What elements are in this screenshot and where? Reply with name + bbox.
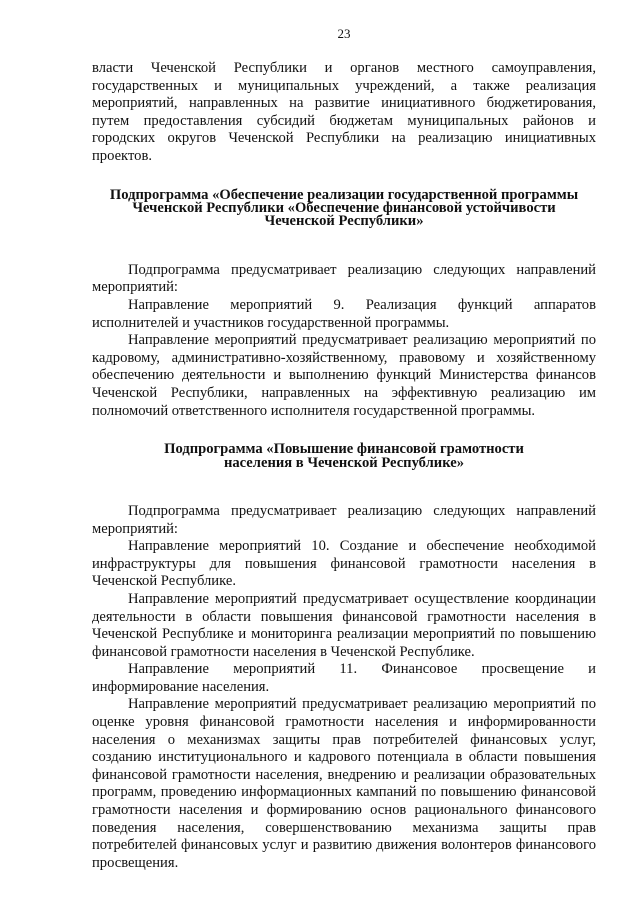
- subprogram-2-paragraph: Направление мероприятий предусматривает осуществление координации деятельности в области повышения финансовой грамотности населения в Чеченской Республике и мониторинга реализации мероприятий по повышению финансовой грамотности населения в Чеченской Республике.: [92, 590, 596, 660]
- subprogram-2-paragraph: Направление мероприятий предусматривает реализацию мероприятий по оценке уровня финансовой грамотности населения и информированности населения о механизмах защиты прав потребителей финансовых услуг, созданию институционального и кадрового потенциала в области повышения финансовой грамотности населения, внедрению и реализации образовательных программ, проведению информационных кампаний по повышению финансовой грамотности населения и формированию основ рационального финансового поведения населения, совершенствованию механизма защиты прав потребителей финансовых услуг и развитию движения волонтеров финансового просвещения.: [92, 696, 596, 871]
- subprogram-1-heading-line: Чеченской Республики»: [264, 213, 424, 230]
- subprogram-2-heading-line: Подпрограмма «Повышение финансовой грамотности: [164, 441, 524, 458]
- page-number: 23: [337, 26, 351, 41]
- spacer: [92, 420, 596, 443]
- subprogram-2-heading: [92, 443, 596, 470]
- subprogram-1-heading: [92, 186, 596, 230]
- subprogram-1-paragraph: Подпрограмма предусматривает реализацию следующих направлений мероприятий:: [92, 261, 596, 296]
- subprogram-2-paragraph: Подпрограмма предусматривает реализацию следующих направлений мероприятий:: [92, 502, 596, 537]
- spacer: [92, 229, 596, 262]
- intro-paragraph: власти Чеченской Республики и органов местного самоуправления, государственных и муниципальных учреждений, а также реализация мероприятий, направленных на развитие инициативного бюджетирования, путем предоставления субсидий бюджетам муниципальных районов и городских округов Чеченской Республики на реализацию инициативных проектов.: [92, 60, 596, 164]
- subprogram-1-paragraph: Направление мероприятий 9. Реализация функций аппаратов исполнителей и участников государственной программы.: [92, 296, 596, 331]
- subprogram-2-paragraph: Направление мероприятий 10. Создание и обеспечение необходимой инфраструктуры для повышения финансовой грамотности населения в Чеченской Республике.: [92, 538, 596, 590]
- subprogram-2-paragraph: Направление мероприятий 11. Финансовое просвещение и информирование населения.: [92, 661, 596, 695]
- subprogram-1-paragraph: Направление мероприятий предусматривает реализацию мероприятий по кадровому, административно-хозяйственному, правовому и хозяйственному обеспечению деятельности и выполнению функций Министерства финансов Чеченской Республики, направленных на эффективную реализацию им полномочий ответственного исполнителя государственной программы.: [92, 332, 596, 419]
- subprogram-2-heading-line: населения в Чеченской Республике»: [223, 454, 465, 471]
- subprogram-1-heading-line: Подпрограмма «Обеспечение реализации государственной программы: [109, 186, 579, 203]
- spacer: [92, 470, 596, 503]
- spacer: [92, 166, 596, 189]
- subprogram-1-heading-line: Чеченской Республики «Обеспечение финансовой устойчивости: [132, 199, 556, 216]
- document-page: [92, 26, 596, 872]
